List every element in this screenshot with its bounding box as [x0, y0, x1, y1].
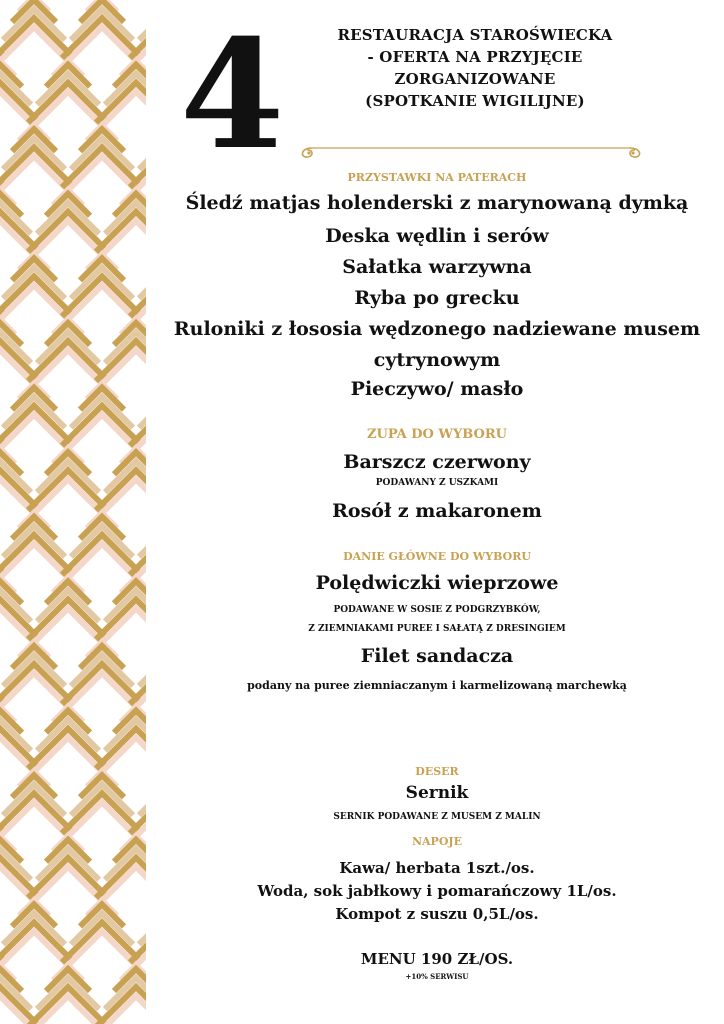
soup-item-note: PODAWANY Z USZKAMI — [375, 478, 499, 488]
title-line: RESTAURACJA STAROŚWIECKA — [337, 26, 613, 44]
soup-item: Rosół z makaronem — [332, 500, 542, 522]
main-item-note: PODAWANE W SOSIE Z PODGRZYBKÓW, — [333, 605, 541, 615]
starter-item: Ryba po grecku — [354, 287, 520, 309]
starter-item: cytrynowym — [373, 349, 501, 371]
section-heading-soup: ZUPA DO WYBORU — [367, 427, 507, 442]
drink-item: Kawa/ herbata 1szt./os. — [339, 859, 535, 877]
menu-price: MENU 190 ZŁ/OS. — [360, 950, 514, 968]
section-heading-dessert: DESER — [415, 765, 459, 778]
starter-item: Śledź matjas holenderski z marynowaną dymką — [185, 192, 689, 214]
starter-item: Sałatka warzywna — [342, 256, 532, 278]
section-heading-starters: PRZYSTAWKI NA PATERACH — [347, 171, 527, 184]
title-line: - OFERTA NA PRZYJĘCIE — [367, 48, 583, 66]
title-line: (SPOTKANIE WIGILIJNE) — [365, 92, 585, 110]
main-item: Filet sandacza — [360, 645, 514, 667]
main-item-note: podany na puree ziemniaczanym i karmelizowaną marchewką — [247, 679, 627, 692]
soup-item: Barszcz czerwony — [343, 451, 531, 473]
section-heading-drinks: NAPOJE — [411, 835, 463, 848]
main-item: Polędwiczki wieprzowe — [315, 572, 559, 594]
chevron-pattern — [0, 0, 146, 1024]
section-heading-main: DANIE GŁÓWNE DO WYBORU — [343, 550, 531, 563]
dessert-item-note: SERNIK PODAWANE Z MUSEM Z MALIN — [333, 812, 541, 822]
menu-title — [310, 24, 640, 112]
starter-item: Ruloniki z łososia wędzonego nadziewane musem — [173, 318, 701, 340]
page-number: 4 — [180, 7, 281, 183]
title-line: ZORGANIZOWANE — [394, 70, 556, 88]
dessert-item: Sernik — [405, 783, 469, 803]
main-item-note: Z ZIEMNIAKAMI PUREE I SAŁATĄ Z DRESINGIEM — [308, 624, 566, 634]
ornament-divider — [298, 138, 644, 160]
starter-item: Deska wędlin i serów — [325, 225, 549, 247]
starter-item: Pieczywo/ masło — [350, 378, 524, 400]
decorative-pattern-strip — [0, 0, 146, 1024]
drink-item: Woda, sok jabłkowy i pomarańczowy 1L/os. — [257, 882, 617, 900]
service-charge-note: +10% SERWISU — [405, 972, 469, 981]
drink-item: Kompot z suszu 0,5L/os. — [335, 905, 539, 923]
